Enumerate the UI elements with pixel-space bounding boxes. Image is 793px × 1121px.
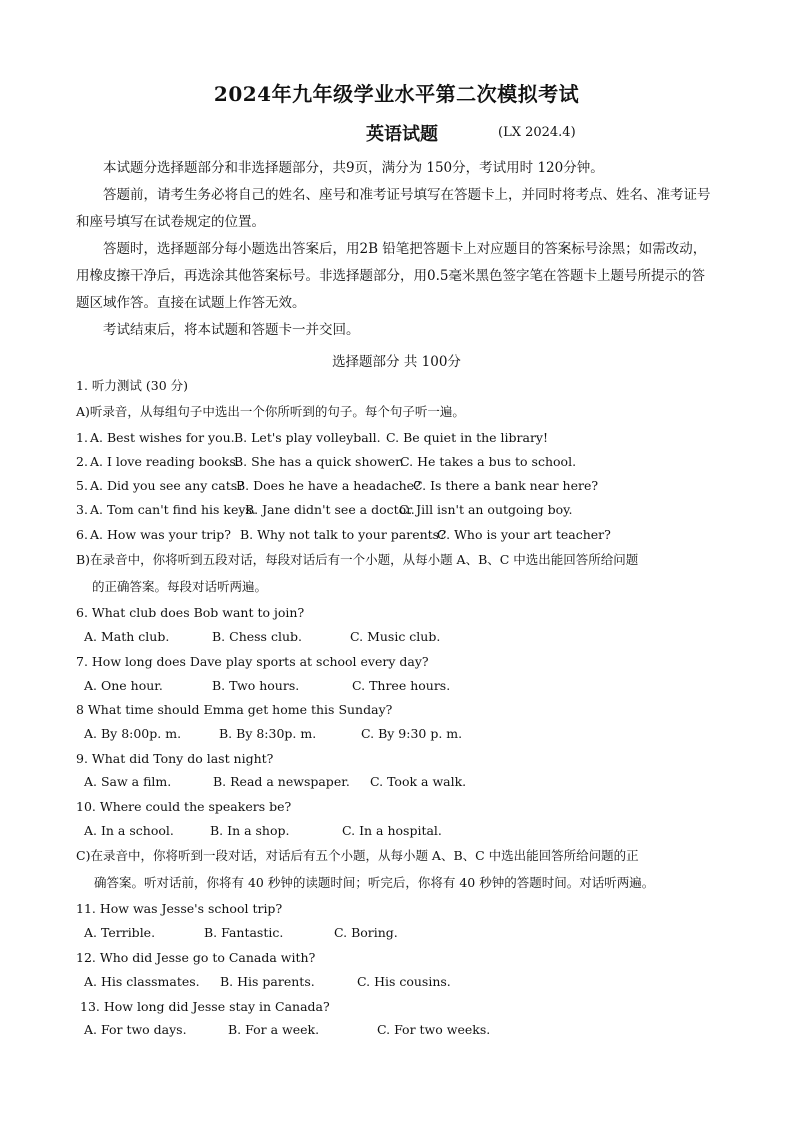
option-c: C. Took a walk.: [370, 774, 467, 789]
option-a: A. Saw a film.: [84, 774, 172, 789]
option-c: C. Be quiet in the library!: [386, 430, 549, 445]
part-a-heading: A)听录音，从每组句子中选出一个你所听到的句子。每个句子听一遍。: [76, 404, 465, 419]
part1-heading: 1. 听力测试 (30 分): [76, 378, 189, 393]
part-b-heading-2: 的正确答案。每段对话听两遍。: [92, 579, 268, 594]
option-b: B. Fantastic.: [204, 925, 284, 940]
option-c: C. In a hospital.: [342, 823, 442, 838]
instruction-2: 答题前，请考生务必将自己的姓名、座号和准考证号填写在答题卡上，并同时将考点、姓名、准考证号和座号填写在试卷规定的位置。: [76, 187, 711, 230]
option-a: A. How was your trip?: [90, 527, 231, 542]
option-b: B. His parents.: [220, 974, 315, 989]
instruction-3: 答题时，选择题部分每小题选出答案后，用2B 铅笔把答题卡上对应题目的答案标号涂黑；如需改动，用橡皮擦干净后，再选涂其他答案标号。非选择题部分，用0.5毫米黑色签字笔在答题卡上题号所提示的答题区域作答。直接在试题上作答无效。: [76, 241, 707, 311]
option-a: A. His classmates.: [84, 974, 200, 989]
part-b-heading-1: B)在录音中，你将听到五段对话，每段对话后有一个小题，从每小题 A、B、C 中选出能回答所给问题: [76, 552, 639, 567]
option-a: A. Best wishes for you.: [90, 430, 235, 445]
exam-code: (LX 2024.4): [498, 125, 576, 140]
instruction-1: 本试题分选择题部分和非选择题部分，共9页，满分为 150分，考试用时 120分钟。: [103, 160, 604, 176]
section-title: 选择题部分 共 100分: [332, 354, 461, 370]
item-number: 5.: [76, 478, 88, 493]
exam-subtitle: 英语试题: [366, 124, 438, 145]
option-a: A. One hour.: [84, 678, 163, 693]
item-number: 1.: [76, 430, 88, 445]
option-c: C. Who is your art teacher?: [437, 527, 611, 542]
option-c: C. He takes a bus to school.: [400, 454, 577, 469]
option-c: C. Boring.: [334, 925, 398, 940]
b-question: 6. What club does Bob want to join?: [76, 605, 305, 620]
option-b: B. In a shop.: [210, 823, 290, 838]
option-b: B. By 8:30p. m.: [219, 726, 317, 741]
instruction-4: 考试结束后，将本试题和答题卡一并交回。: [103, 322, 360, 338]
item-number: 3.: [76, 502, 88, 517]
option-b: B. Does he have a headache?: [236, 478, 421, 493]
option-a: A. Did you see any cats?: [90, 478, 244, 493]
option-b: B. Read a newspaper.: [213, 774, 350, 789]
exam-title: 2024年九年级学业水平第二次模拟考试: [213, 82, 580, 106]
option-a: A. Math club.: [84, 629, 170, 644]
option-b: B. She has a quick shower.: [234, 454, 404, 469]
b-question: 10. Where could the speakers be?: [76, 799, 292, 814]
option-b: B. Why not talk to your parents?: [240, 527, 446, 542]
option-b: B. Jane didn't see a doctor.: [245, 502, 415, 517]
option-c: C. Is there a bank near here?: [413, 478, 599, 493]
option-c: C. Music club.: [350, 629, 441, 644]
option-a: A. By 8:00p. m.: [84, 726, 182, 741]
option-c: C. Jill isn't an outgoing boy.: [399, 502, 573, 517]
option-c: C. His cousins.: [357, 974, 451, 989]
option-c: C. By 9:30 p. m.: [361, 726, 463, 741]
option-a: A. I love reading books.: [90, 454, 240, 469]
part-c-heading-1: C)在录音中，你将听到一段对话，对话后有五个小题，从每小题 A、B、C 中选出能回答所给问题的正: [76, 848, 639, 863]
c-question: 12. Who did Jesse go to Canada with?: [76, 950, 316, 965]
option-b: B. Chess club.: [212, 629, 302, 644]
option-a: A. For two days.: [84, 1022, 187, 1037]
b-question: 7. How long does Dave play sports at school every day?: [76, 654, 429, 669]
option-a: A. Terrible.: [84, 925, 156, 940]
option-b: B. Two hours.: [212, 678, 300, 693]
option-b: B. For a week.: [228, 1022, 320, 1037]
c-question: 11. How was Jesse's school trip?: [76, 901, 283, 916]
item-number: 6.: [76, 527, 88, 542]
option-a: A. Tom can't find his keys.: [90, 502, 256, 517]
option-b: B. Let's play volleyball.: [234, 430, 381, 445]
part-c-heading-2: 确答案。听对话前，你将有 40 秒钟的读题时间；听完后，你将有 40 秒钟的答题时间。对话听两遍。: [94, 875, 655, 890]
option-c: C. Three hours.: [352, 678, 451, 693]
b-question: 9. What did Tony do last night?: [76, 751, 274, 766]
option-a: A. In a school.: [84, 823, 174, 838]
option-c: C. For two weeks.: [377, 1022, 491, 1037]
c-question: 13. How long did Jesse stay in Canada?: [80, 999, 330, 1014]
item-number: 2.: [76, 454, 88, 469]
b-question: 8 What time should Emma get home this Sunday?: [76, 702, 393, 717]
